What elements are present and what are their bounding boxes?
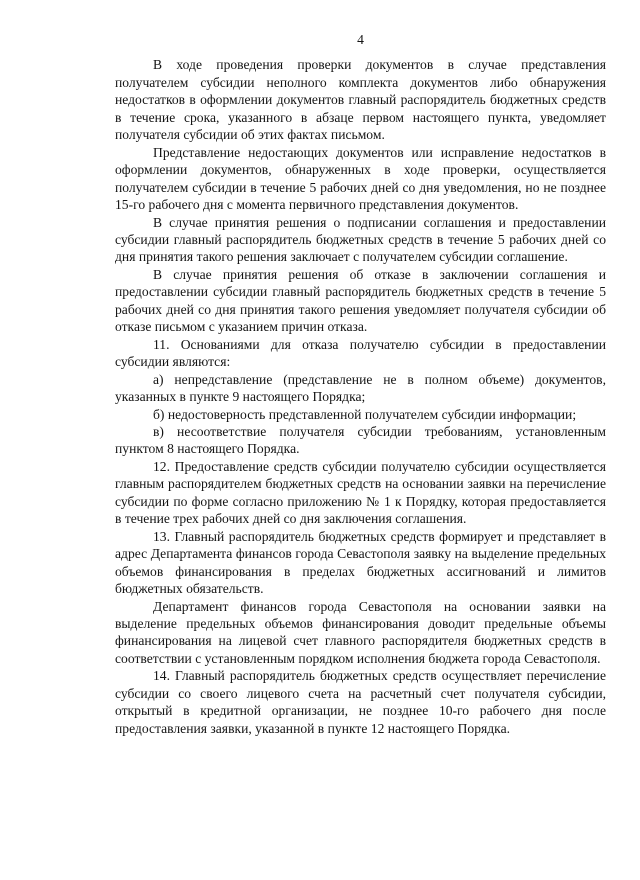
paragraph-item-12: 12. Предоставление средств субсидии получателю субсидии осуществляется главным распорядителем бюджетных средств на основании заявки на перечисление субсидии по форме согласно приложению № 1 к Порядку, которая предоставляется в течение трех рабочих дней со дня заключения соглашения. [115,458,606,527]
paragraph-missing-documents: Представление недостающих документов или исправление недостатков в оформлении документов, обнаруженных в ходе проверки, осуществляется получателем субсидии в течение 5 рабочих дней со дня уведомления, но не позднее 15-го рабочего дня с момента первичного представления документов. [115,144,606,213]
paragraph-item-11: 11. Основаниями для отказа получателю субсидии в предоставлении субсидии являются: [115,336,606,370]
paragraph-incomplete-documents: В ходе проведения проверки документов в случае представления получателем субсидии неполного комплекта документов либо обнаружения недостатков в оформлении документов главный распорядитель бюджетных средств в течение срока, указанного в абзаце первом настоящего пункта, уведомляет получателя субсидии об этих фактах письмом. [115,57,606,143]
paragraph-item-11-c: в) несоответствие получателя субсидии требованиям, установленным пунктом 8 настоящего Порядка. [115,423,606,457]
paragraph-item-13: 13. Главный распорядитель бюджетных средств формирует и представляет в адрес Департамента финансов города Севастополя заявку на выделение предельных объемов финансирования в пределах бюджетных ассигнований и лимитов бюджетных обязательств. [115,528,606,597]
page-number: 4 [357,32,364,47]
paragraph-item-14: 14. Главный распорядитель бюджетных средств осуществляет перечисление субсидии со своего лицевого счета на расчетный счет получателя субсидии, открытый в кредитной организации, не позднее 10-го рабочего дня после предоставления заявки, указанной в пункте 12 настоящего Порядка. [115,668,606,736]
paragraph-agreement-signing: В случае принятия решения о подписании соглашения и предоставлении субсидии главный распорядитель бюджетных средств в течение 5 рабочих дней со дня принятия такого решения заключает с получателем субсидии соглашение. [115,214,606,265]
paragraph-finance-department: Департамент финансов города Севастополя на основании заявки на выделение предельных объемов финансирования доводит предельные объемы финансирования на лицевой счет главного распорядителя бюджетных средств в соответствии с установленным порядком исполнения бюджета города Севастополя. [115,598,606,666]
paragraph-item-11-b: б) недостоверность представленной получателем субсидии информации; [153,406,577,422]
paragraph-item-11-a: а) непредставление (представление не в полном объеме) документов, указанных в пункте 9 настоящего Порядка; [115,371,606,405]
paragraph-refusal-notice: В случае принятия решения об отказе в заключении соглашения и предоставлении субсидии главный распорядитель бюджетных средств в течение 5 рабочих дней со дня принятия такого решения уведомляет получателя субсидии об отказе письмом с указанием причин отказа. [115,266,606,335]
